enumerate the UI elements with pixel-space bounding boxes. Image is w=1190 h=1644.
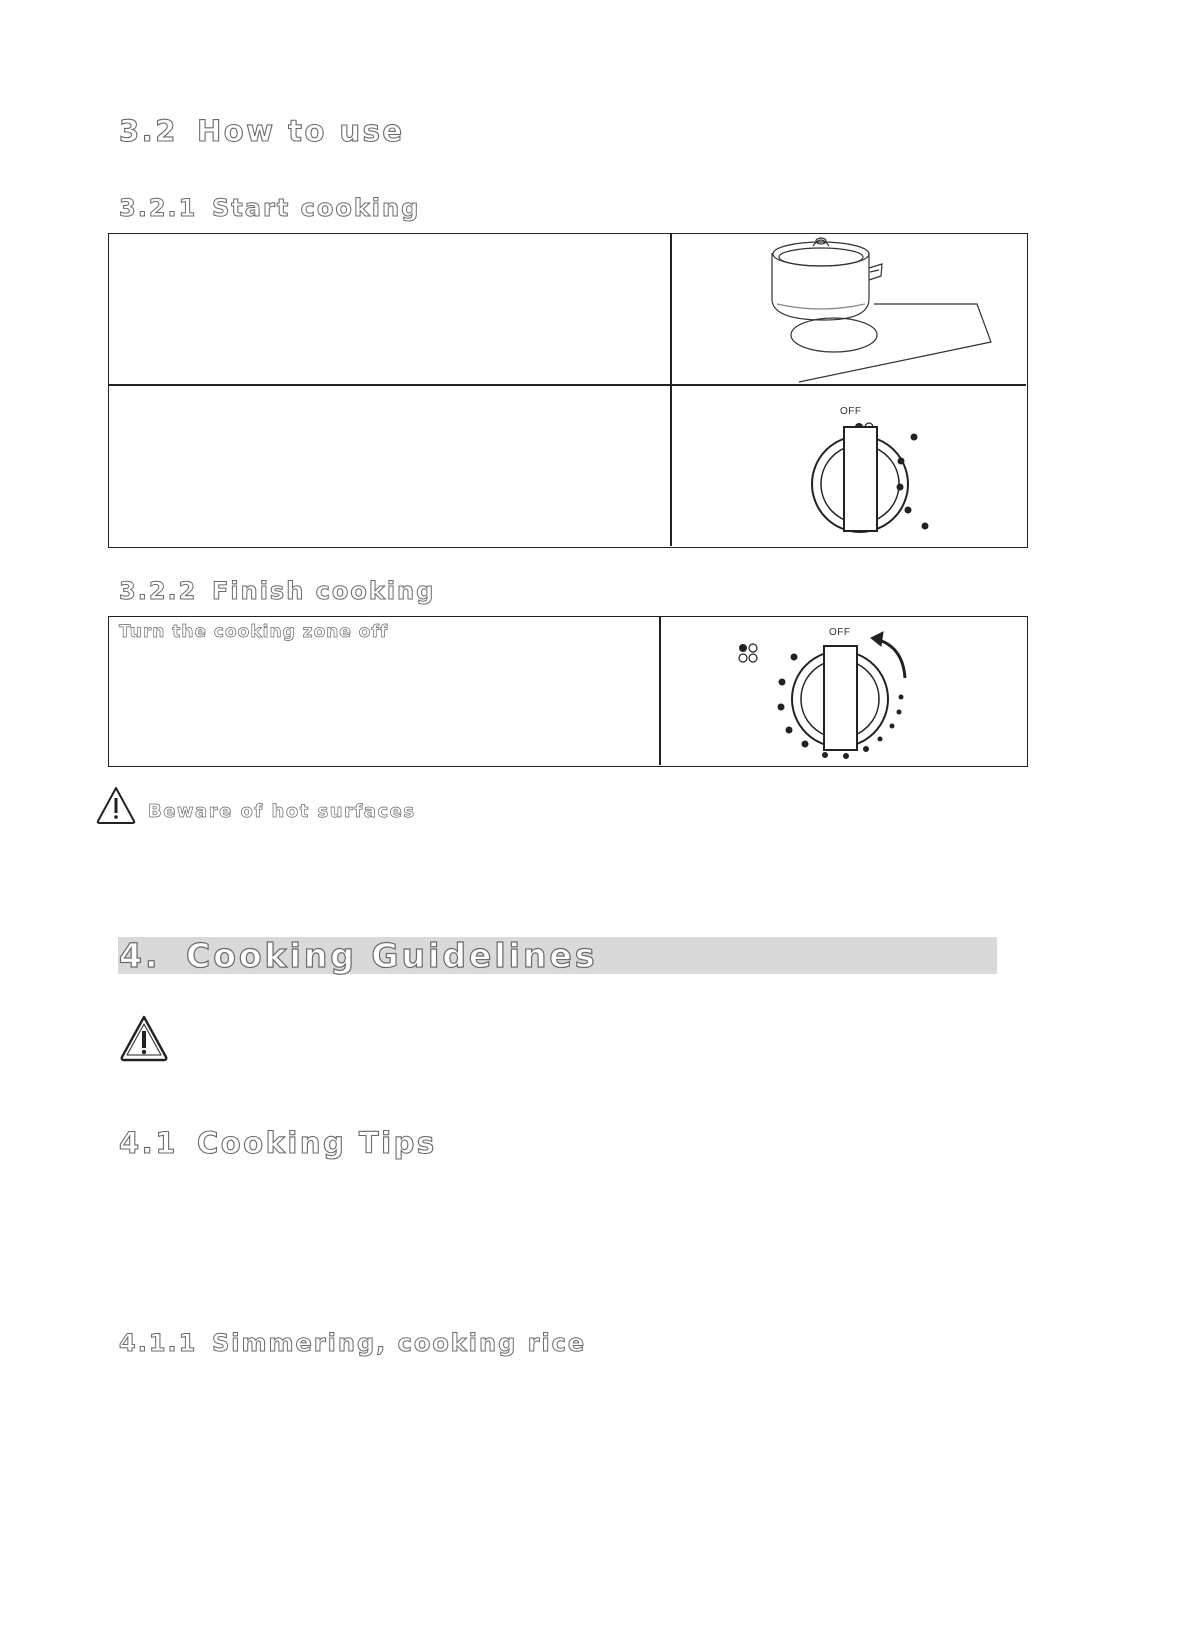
dial-off-label: OFF [840, 406, 862, 417]
section-title: Simmering, cooking rice [212, 1329, 587, 1357]
section-heading-4-1 [119, 1126, 437, 1160]
section-heading-3-2-2 [119, 577, 435, 605]
pot-illustration [729, 234, 1019, 384]
section-title: Finish cooking [212, 577, 436, 605]
start-cooking-table [108, 233, 1028, 548]
table-column-divider [659, 617, 661, 765]
table-column-divider [670, 234, 672, 546]
finish-cooking-table [108, 616, 1028, 767]
section-number: 4. [119, 936, 161, 975]
table-row-divider [109, 384, 1026, 386]
section-number: 3.2.2 [119, 577, 198, 605]
dial-off-label: OFF [829, 627, 851, 638]
section-heading-3-2 [119, 114, 405, 148]
chapter-heading-4 [119, 936, 597, 975]
hot-surface-warning: Beware of hot surfaces [148, 801, 416, 822]
control-knob-illustration [739, 399, 939, 547]
finish-instruction: Turn the cooking zone off [119, 622, 389, 642]
section-heading-4-1-1 [119, 1329, 586, 1357]
section-title: Cooking Tips [197, 1126, 437, 1160]
warning-triangle-icon [95, 785, 137, 825]
warning-triangle-icon [119, 1014, 169, 1062]
section-title: Start cooking [212, 194, 421, 222]
section-number: 4.1.1 [119, 1329, 198, 1357]
rotate-arrow-icon [871, 632, 905, 678]
section-number: 4.1 [119, 1126, 178, 1160]
section-number: 3.2 [119, 114, 178, 148]
section-heading-3-2-1 [119, 194, 420, 222]
section-number: 3.2.1 [119, 194, 198, 222]
cooking-zone-indicator-icon [739, 644, 757, 662]
section-title: Cooking Guidelines [186, 936, 598, 975]
section-title: How to use [197, 114, 405, 148]
control-knob-off-illustration [729, 622, 929, 765]
